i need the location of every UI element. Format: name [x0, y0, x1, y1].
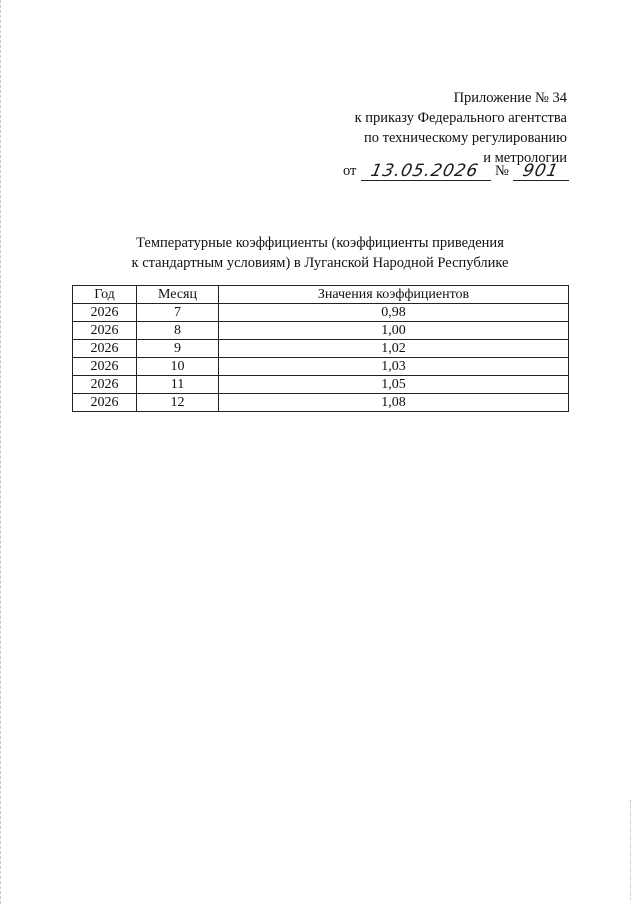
appendix-order-ref: к приказу Федерального агентства [354, 110, 567, 126]
scan-edge-left [0, 0, 3, 904]
table-row [73, 358, 569, 376]
table-row [73, 322, 569, 340]
header-year: Год [73, 286, 137, 304]
cell-month: 9 [137, 340, 219, 358]
cell-coefficient: 1,03 [219, 358, 569, 376]
cell-month: 12 [137, 394, 219, 412]
cell-coefficient: 1,02 [219, 340, 569, 358]
document-title [60, 233, 580, 273]
cell-month: 11 [137, 376, 219, 394]
cell-coefficient: 1,05 [219, 376, 569, 394]
header-coefficient: Значения коэффициентов [219, 286, 569, 304]
cell-year: 2026 [73, 358, 137, 376]
table-row [73, 340, 569, 358]
scan-edge-right [630, 800, 633, 900]
appendix-agency-line: по техническому регулированию [363, 130, 567, 146]
order-date-row [343, 161, 573, 183]
coefficients-table [72, 285, 569, 412]
handwritten-date: 13.05.2026 [368, 161, 481, 181]
table-row [73, 304, 569, 322]
cell-coefficient: 1,08 [219, 394, 569, 412]
cell-coefficient: 0,98 [219, 304, 569, 322]
cell-month: 10 [137, 358, 219, 376]
date-prefix: от [343, 163, 357, 179]
table-row [73, 376, 569, 394]
cell-year: 2026 [73, 376, 137, 394]
title-line-1: Температурные коэффициенты (коэффициенты приведения [136, 235, 504, 251]
appendix-number: Приложение № 34 [453, 90, 567, 106]
cell-year: 2026 [73, 304, 137, 322]
cell-year: 2026 [73, 340, 137, 358]
cell-month: 7 [137, 304, 219, 322]
table-header-row [73, 286, 569, 304]
header-month: Месяц [137, 286, 219, 304]
cell-coefficient: 1,00 [219, 322, 569, 340]
appendix-agency-line-end: и метрологии [483, 150, 567, 166]
cell-month: 8 [137, 322, 219, 340]
number-prefix: № [495, 163, 509, 179]
title-line-2: к стандартным условиям) в Луганской Народной Республике [131, 255, 509, 271]
cell-year: 2026 [73, 322, 137, 340]
cell-year: 2026 [73, 394, 137, 412]
handwritten-number: 901 [520, 161, 561, 181]
appendix-header [355, 88, 567, 168]
table-row [73, 394, 569, 412]
